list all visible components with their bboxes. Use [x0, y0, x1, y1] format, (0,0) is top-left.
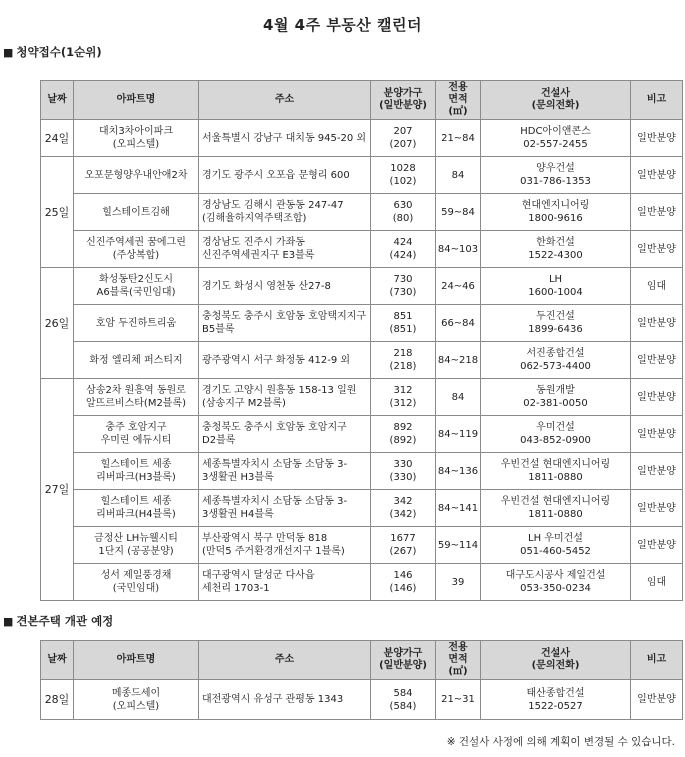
area-cell: 84~136: [436, 453, 481, 490]
builder-cell: LH 1600-1004: [481, 268, 631, 305]
builder-cell: 한화건설 1522-4300: [481, 231, 631, 268]
note-cell: 일반분양: [631, 453, 683, 490]
units-cell: 1028 (102): [371, 157, 436, 194]
header-date: 날짜: [41, 81, 74, 120]
note-cell: 일반분양: [631, 379, 683, 416]
address-cell: 경기도 화성시 영천동 산27-8: [199, 268, 371, 305]
header-address: 주소: [199, 641, 371, 680]
header-builder: 건설사 (문의전화): [481, 641, 631, 680]
units-cell: 424 (424): [371, 231, 436, 268]
footnote: ※ 건설사 사정에 의해 계획이 변경될 수 있습니다.: [446, 736, 675, 748]
table-row: [41, 379, 683, 416]
address-cell: 세종특별자치시 소담동 소담동 3-3생활권 H4블록: [199, 490, 371, 527]
area-cell: 39: [436, 564, 481, 601]
units-cell: 218 (218): [371, 342, 436, 379]
header-units: 분양가구 (일반분양): [371, 81, 436, 120]
units-cell: 312 (312): [371, 379, 436, 416]
table-row: [41, 564, 683, 601]
header-area: 전용 면적 (㎡): [436, 641, 481, 680]
header-note: 비고: [631, 81, 683, 120]
note-cell: 일반분양: [631, 231, 683, 268]
apartment-name: 충주 호암지구 우미린 에듀시티: [74, 416, 199, 453]
area-cell: 21~84: [436, 120, 481, 157]
address-cell: 대구광역시 달성군 다사읍 세천리 1703-1: [199, 564, 371, 601]
note-cell: 임대: [631, 564, 683, 601]
table-row: [41, 416, 683, 453]
area-cell: 59~84: [436, 194, 481, 231]
table-row: [41, 231, 683, 268]
apartment-name: 화성동탄2신도시 A6블록(국민임대): [74, 268, 199, 305]
apartment-name: 대치3차아이파크 (오피스텔): [74, 120, 199, 157]
apartment-name: 메종드세이 (오피스텔): [74, 680, 199, 720]
units-cell: 330 (330): [371, 453, 436, 490]
builder-cell: HDC아이앤콘스 02-557-2455: [481, 120, 631, 157]
note-cell: 일반분양: [631, 490, 683, 527]
apartment-name: 금정산 LH뉴웰시티 1단지 (공공분양): [74, 527, 199, 564]
subscription-table: [40, 80, 683, 601]
area-cell: 84~103: [436, 231, 481, 268]
apartment-name: 성서 제일풍경채 (국민임대): [74, 564, 199, 601]
note-cell: 일반분양: [631, 120, 683, 157]
units-cell: 630 (80): [371, 194, 436, 231]
builder-cell: 우빈건설 현대엔지니어링 1811-0880: [481, 453, 631, 490]
address-cell: 대전광역시 유성구 관평동 1343: [199, 680, 371, 720]
builder-cell: 서진종합건설 062-573-4400: [481, 342, 631, 379]
table-row: [41, 527, 683, 564]
apartment-name: 힐스테이트 세종 리버파크(H4블록): [74, 490, 199, 527]
builder-cell: 우미건설 043-852-0900: [481, 416, 631, 453]
table-row: [41, 453, 683, 490]
header-apt: 아파트명: [74, 641, 199, 680]
address-cell: 경기도 고양시 원흥동 158-13 일원(삼송지구 M2블록): [199, 379, 371, 416]
date-cell: 28일: [41, 680, 74, 720]
header-address: 주소: [199, 81, 371, 120]
address-cell: 세종특별자치시 소담동 소담동 3-3생활권 H3블록: [199, 453, 371, 490]
note-cell: 임대: [631, 268, 683, 305]
units-cell: 584 (584): [371, 680, 436, 720]
note-cell: 일반분양: [631, 680, 683, 720]
table-row: [41, 490, 683, 527]
apartment-name: 신진주역세권 꿈에그린 (주상복합): [74, 231, 199, 268]
note-cell: 일반분양: [631, 305, 683, 342]
table-row: [41, 268, 683, 305]
units-cell: 146 (146): [371, 564, 436, 601]
address-cell: 충청북도 충주시 호암동 호암지구 D2블록: [199, 416, 371, 453]
section-heading-model-house: ■ 견본주택 개관 예정: [3, 614, 114, 628]
date-cell: 27일: [41, 379, 74, 601]
note-cell: 일반분양: [631, 416, 683, 453]
table-row: [41, 120, 683, 157]
apartment-name: 힐스테이트 세종 리버파크(H3블록): [74, 453, 199, 490]
units-cell: 342 (342): [371, 490, 436, 527]
address-cell: 경기도 광주시 오포읍 문형리 600: [199, 157, 371, 194]
units-cell: 730 (730): [371, 268, 436, 305]
table-row: [41, 680, 683, 720]
address-cell: 광주광역시 서구 화정동 412-9 외: [199, 342, 371, 379]
address-cell: 부산광역시 북구 만덕동 818 (만덕5 주거환경개선지구 1블록): [199, 527, 371, 564]
header-units: 분양가구 (일반분양): [371, 641, 436, 680]
header-builder: 건설사 (문의전화): [481, 81, 631, 120]
apartment-name: 힐스테이트김해: [74, 194, 199, 231]
area-cell: 84~218: [436, 342, 481, 379]
area-cell: 66~84: [436, 305, 481, 342]
note-cell: 일반분양: [631, 194, 683, 231]
table-row: [41, 305, 683, 342]
units-cell: 851 (851): [371, 305, 436, 342]
date-cell: 24일: [41, 120, 74, 157]
units-cell: 1677 (267): [371, 527, 436, 564]
apartment-name: 호암 두진하트리움: [74, 305, 199, 342]
builder-cell: 현대엔지니어링 1800-9616: [481, 194, 631, 231]
builder-cell: 대구도시공사 제일건설 053-350-0234: [481, 564, 631, 601]
area-cell: 84~119: [436, 416, 481, 453]
table-row: [41, 342, 683, 379]
date-cell: 25일: [41, 157, 74, 268]
builder-cell: LH 우미건설 051-460-5452: [481, 527, 631, 564]
area-cell: 24~46: [436, 268, 481, 305]
builder-cell: 우빈건설 현대엔지니어링 1811-0880: [481, 490, 631, 527]
address-cell: 충청북도 충주시 호암동 호암택지지구 B5블록: [199, 305, 371, 342]
units-cell: 892 (892): [371, 416, 436, 453]
apartment-name: 오포문형양우내안애2차: [74, 157, 199, 194]
apartment-name: 삼송2차 원흥역 동원로 알뜨르비스타(M2블록): [74, 379, 199, 416]
area-cell: 59~114: [436, 527, 481, 564]
page-title: 4월 4주 부동산 캘린더: [263, 16, 422, 34]
header-apt: 아파트명: [74, 81, 199, 120]
note-cell: 일반분양: [631, 157, 683, 194]
date-cell: 26일: [41, 268, 74, 379]
table-row: [41, 194, 683, 231]
note-cell: 일반분양: [631, 527, 683, 564]
header-area: 전용 면적 (㎡): [436, 81, 481, 120]
square-bullet-icon: ■: [3, 46, 14, 59]
square-bullet-icon: ■: [3, 615, 14, 628]
units-cell: 207 (207): [371, 120, 436, 157]
note-cell: 일반분양: [631, 342, 683, 379]
area-cell: 84~141: [436, 490, 481, 527]
header-note: 비고: [631, 641, 683, 680]
builder-cell: 태산종합건설 1522-0527: [481, 680, 631, 720]
model-house-table: [40, 640, 683, 720]
area-cell: 84: [436, 157, 481, 194]
address-cell: 경상남도 진주시 가좌동 신진주역세권지구 E3블록: [199, 231, 371, 268]
area-cell: 84: [436, 379, 481, 416]
address-cell: 경상남도 김해시 관동동 247-47 (김해율하지역주택조합): [199, 194, 371, 231]
builder-cell: 양우건설 031-786-1353: [481, 157, 631, 194]
section-heading-subscription: ■ 청약접수(1순위): [3, 45, 102, 59]
header-date: 날짜: [41, 641, 74, 680]
table-row: [41, 157, 683, 194]
apartment-name: 화정 엘리체 퍼스티지: [74, 342, 199, 379]
builder-cell: 두진건설 1899-6436: [481, 305, 631, 342]
area-cell: 21~31: [436, 680, 481, 720]
address-cell: 서울특별시 강남구 대치동 945-20 외: [199, 120, 371, 157]
builder-cell: 동원개발 02-381-0050: [481, 379, 631, 416]
